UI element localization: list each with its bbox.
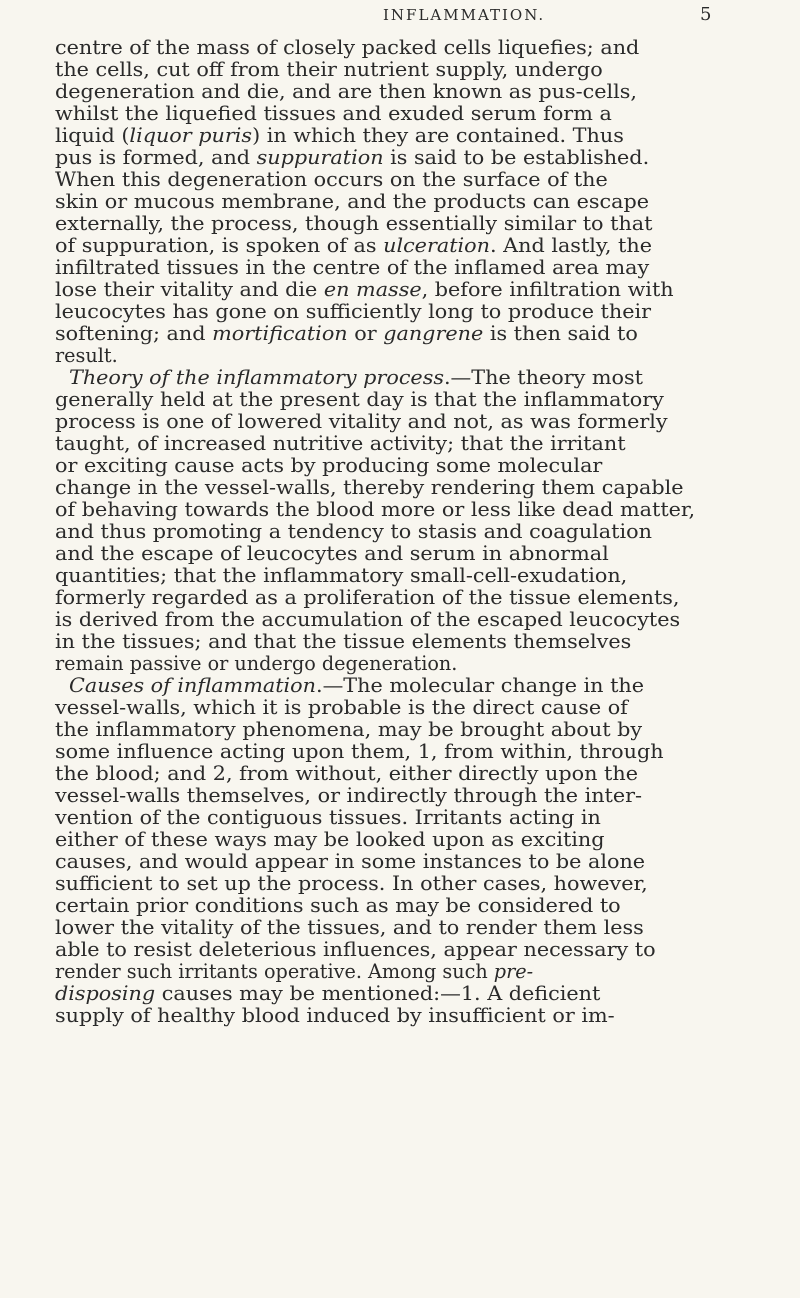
text-line: able to resist deleterious influences, appear necessary to <box>55 938 656 961</box>
text-line: some influence acting upon them, 1, from within, through <box>55 740 664 763</box>
italic-term: gangrene <box>383 322 484 345</box>
text-line: supply of healthy blood induced by insufficient or im- <box>55 1004 615 1027</box>
text-line: certain prior conditions such as may be considered to <box>55 894 621 917</box>
italic-term: Theory of the inflammatory process <box>69 366 444 389</box>
text-line: and thus promoting a tendency to stasis and coagulation <box>55 520 652 543</box>
text-line: lose their vitality and die en masse, before infiltration with <box>55 278 674 301</box>
text-line: whilst the liquefied tissues and exuded serum form a <box>55 102 612 125</box>
text-line: generally held at the present day is that the inflammatory <box>55 388 664 411</box>
text-line: pus is formed, and suppuration is said to be established. <box>55 146 650 169</box>
text-line: change in the vessel-walls, thereby rendering them capable <box>55 476 684 499</box>
page-number: 5 <box>700 4 712 25</box>
page-header <box>0 4 800 30</box>
text-line: remain passive or undergo degeneration. <box>55 652 458 675</box>
running-head: INFLAMMATION. <box>383 6 546 24</box>
italic-term: mortification <box>212 322 348 345</box>
text-line: disposing causes may be mentioned:—1. A deficient <box>55 982 601 1005</box>
italic-term: liquor puris <box>129 124 253 147</box>
text-line: of suppuration, is spoken of as ulceration. And lastly, the <box>55 234 652 257</box>
text-line: degeneration and die, and are then known as pus-cells, <box>55 80 637 103</box>
text-line: the cells, cut off from their nutrient supply, undergo <box>55 58 603 81</box>
text-line: result. <box>55 344 118 367</box>
text-line: vessel-walls themselves, or indirectly through the inter- <box>55 784 643 807</box>
italic-term: Causes of inflammation <box>69 674 316 697</box>
text-line: lower the vitality of the tissues, and to render them less <box>55 916 644 939</box>
text-line: formerly regarded as a proliferation of the tissue elements, <box>55 586 680 609</box>
text-line: Causes of inflammation.—The molecular change in the <box>69 674 645 697</box>
text-line: taught, of increased nutritive activity; that the irritant <box>55 432 626 455</box>
text-line: skin or mucous membrane, and the products can escape <box>55 190 650 213</box>
italic-term: ulceration <box>383 234 490 257</box>
text-line: softening; and mortification or gangrene is then said to <box>55 322 638 345</box>
italic-term: disposing <box>55 982 156 1005</box>
text-line: of behaving towards the blood more or less like dead matter, <box>55 498 696 521</box>
italic-term: pre- <box>493 960 534 983</box>
text-line: causes, and would appear in some instances to be alone <box>55 850 646 873</box>
italic-term: suppuration <box>256 146 384 169</box>
text-line: process is one of lowered vitality and not, as was formerly <box>55 410 668 433</box>
text-line: the blood; and 2, from without, either directly upon the <box>55 762 638 785</box>
text-line: vention of the contiguous tissues. Irritants acting in <box>55 806 601 829</box>
text-line: liquid (liquor puris) in which they are contained. Thus <box>55 124 624 147</box>
text-line: and the escape of leucocytes and serum in abnormal <box>55 542 609 565</box>
text-line: When this degeneration occurs on the surface of the <box>55 168 608 191</box>
text-line: in the tissues; and that the tissue elements themselves <box>55 630 632 653</box>
text-line: the inflammatory phenomena, may be brought about by <box>55 718 643 741</box>
text-line: externally, the process, though essentially similar to that <box>55 212 653 235</box>
text-line: render such irritants operative. Among such pre- <box>55 960 534 983</box>
italic-term: en masse <box>323 278 422 301</box>
body-text <box>55 37 755 1027</box>
text-line: centre of the mass of closely packed cells liquefies; and <box>55 36 640 59</box>
text-line: either of these ways may be looked upon as exciting <box>55 828 605 851</box>
text-line: is derived from the accumulation of the escaped leucocytes <box>55 608 681 631</box>
text-line: Theory of the inflammatory process.—The theory most <box>69 366 644 389</box>
text-line: or exciting cause acts by producing some molecular <box>55 454 603 477</box>
text-line: leucocytes has gone on sufficiently long to produce their <box>55 300 652 323</box>
text-line: vessel-walls, which it is probable is the direct cause of <box>55 696 628 719</box>
text-line: sufficient to set up the process. In other cases, however, <box>55 872 648 895</box>
text-line: infiltrated tissues in the centre of the inflamed area may <box>55 256 650 279</box>
text-line: quantities; that the inflammatory small-cell-exudation, <box>55 564 628 587</box>
